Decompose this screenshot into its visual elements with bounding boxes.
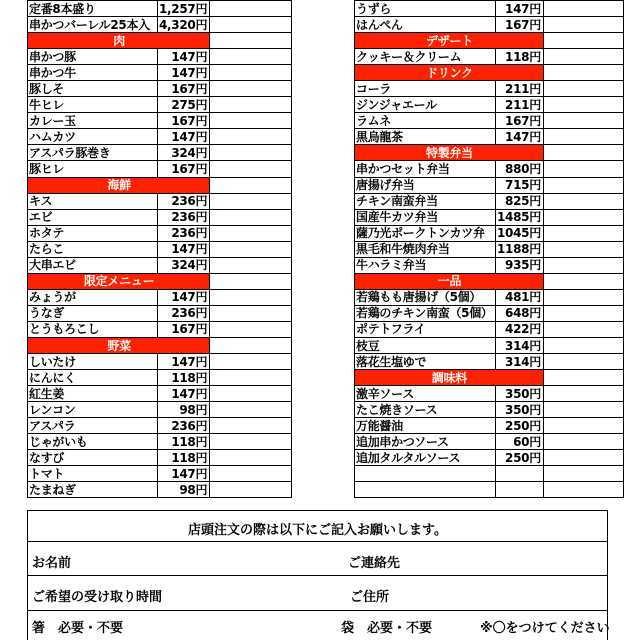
empty-cell — [496, 466, 544, 482]
menu-item-row — [355, 321, 624, 337]
item-name: 枝豆 — [355, 337, 496, 353]
category-label: 海鮮 — [28, 177, 210, 193]
order-form — [27, 510, 608, 640]
quantity-cell — [543, 209, 623, 225]
quantity-cell — [543, 354, 623, 370]
item-name: 落花生塩ゆで — [355, 354, 496, 370]
item-name: エビ — [28, 209, 158, 225]
item-price: 118円 — [158, 450, 210, 466]
category-header-row — [28, 177, 292, 193]
item-price: 314円 — [496, 337, 544, 353]
quantity-cell — [210, 418, 292, 434]
menu-item-row — [28, 257, 292, 273]
item-name: コーラ — [355, 81, 496, 97]
menu-item-row — [28, 17, 292, 33]
quantity-cell — [543, 129, 623, 145]
item-name: 串かつセット弁当 — [355, 161, 496, 177]
item-price: 167円 — [158, 81, 210, 97]
menu-item-row — [28, 129, 292, 145]
form-title: 店頭注文の際は以下にご記入お願いします。 — [188, 523, 447, 538]
item-name: たらこ — [28, 241, 158, 257]
quantity-cell — [210, 33, 292, 49]
quantity-cell — [210, 225, 292, 241]
menu-item-row — [28, 289, 292, 305]
item-price: 118円 — [158, 370, 210, 386]
menu-item-row — [28, 418, 292, 434]
quantity-cell — [210, 321, 292, 337]
item-name: ハムカツ — [28, 129, 158, 145]
quantity-cell — [543, 81, 623, 97]
item-price: 481円 — [496, 289, 544, 305]
item-price: 715円 — [496, 177, 544, 193]
quantity-cell — [210, 370, 292, 386]
menu-item-row — [355, 434, 624, 450]
item-price: 147円 — [158, 241, 210, 257]
menu-item-row — [355, 241, 624, 257]
item-name: カレー玉 — [28, 113, 158, 129]
menu-item-row — [28, 65, 292, 81]
quantity-cell — [543, 418, 623, 434]
menu-item-row — [355, 17, 624, 33]
pickup-time-label: ご希望の受け取り時間 — [32, 590, 163, 605]
quantity-cell — [210, 289, 292, 305]
category-label: 特製弁当 — [355, 145, 544, 161]
quantity-cell — [210, 113, 292, 129]
menu-item-row — [28, 305, 292, 321]
menu-item-row — [28, 450, 292, 466]
quantity-cell — [210, 209, 292, 225]
menu-item-row — [28, 49, 292, 65]
menu-item-row — [355, 289, 624, 305]
menu-item-row — [355, 354, 624, 370]
empty-cell — [543, 482, 623, 498]
quantity-cell — [210, 482, 292, 498]
item-price: 118円 — [496, 49, 544, 65]
item-price: 98円 — [158, 402, 210, 418]
menu-item-row — [28, 113, 292, 129]
item-name: とうもろこし — [28, 321, 158, 337]
item-price: 147円 — [158, 289, 210, 305]
menu-item-row — [28, 354, 292, 370]
form-row-options — [28, 611, 610, 641]
menu-item-row — [355, 129, 624, 145]
name-field-label: お名前 — [32, 556, 72, 571]
item-name: みょうが — [28, 289, 158, 305]
quantity-cell — [543, 33, 623, 49]
quantity-cell — [210, 241, 292, 257]
menu-item-row — [355, 386, 624, 402]
quantity-cell — [210, 65, 292, 81]
item-name: チキン南蛮弁当 — [355, 193, 496, 209]
item-name: たまねぎ — [28, 482, 158, 498]
item-price: 935円 — [496, 257, 544, 273]
item-price: 167円 — [158, 113, 210, 129]
item-price: 350円 — [496, 402, 544, 418]
menu-item-row — [355, 305, 624, 321]
item-price: 98円 — [158, 482, 210, 498]
item-price: 167円 — [158, 161, 210, 177]
item-price: 880円 — [496, 161, 544, 177]
item-name: クッキー＆クリーム — [355, 49, 496, 65]
quantity-cell — [210, 337, 292, 353]
quantity-cell — [543, 305, 623, 321]
item-name: アスパラ — [28, 418, 158, 434]
item-name: 若鶏のチキン南蛮（5個） — [355, 305, 496, 321]
circle-note: ※〇をつけてください — [480, 621, 610, 636]
item-name: 定番8本盛り — [28, 1, 158, 17]
form-row-name-contact — [28, 542, 607, 576]
quantity-cell — [210, 49, 292, 65]
menu-item-row — [28, 97, 292, 113]
menu-item-row — [28, 193, 292, 209]
item-price: 147円 — [496, 1, 544, 17]
item-name: 激辛ソース — [355, 386, 496, 402]
item-price: 118円 — [158, 434, 210, 450]
quantity-cell — [543, 1, 623, 17]
left-menu-column — [27, 0, 292, 498]
form-title-row — [28, 511, 607, 542]
item-price: 1485円 — [496, 209, 544, 225]
item-name: 黒烏龍茶 — [355, 129, 496, 145]
quantity-cell — [543, 65, 623, 81]
menu-item-row — [28, 386, 292, 402]
menu-item-row — [355, 337, 624, 353]
quantity-cell — [210, 97, 292, 113]
item-name: 串かつバーレル25本入 — [28, 17, 158, 33]
quantity-cell — [210, 129, 292, 145]
item-price: 147円 — [158, 129, 210, 145]
item-name: じゃがいも — [28, 434, 158, 450]
menu-item-row — [28, 370, 292, 386]
item-name: 国産牛カツ弁当 — [355, 209, 496, 225]
left-menu-table — [27, 0, 292, 498]
quantity-cell — [543, 241, 623, 257]
menu-item-row — [355, 402, 624, 418]
item-price: 236円 — [158, 225, 210, 241]
item-name: 豚しそ — [28, 81, 158, 97]
menu-item-row — [355, 113, 624, 129]
quantity-cell — [210, 273, 292, 289]
item-name: たこ焼きソース — [355, 402, 496, 418]
quantity-cell — [543, 337, 623, 353]
category-header-row — [28, 33, 292, 49]
menu-item-row — [355, 193, 624, 209]
category-header-row — [355, 273, 624, 289]
item-name: 唐揚げ弁当 — [355, 177, 496, 193]
quantity-cell — [543, 97, 623, 113]
menu-item-row — [28, 145, 292, 161]
quantity-cell — [210, 386, 292, 402]
right-menu-table — [354, 0, 624, 498]
menu-item-row — [355, 161, 624, 177]
item-price: 236円 — [158, 193, 210, 209]
item-price: 167円 — [496, 113, 544, 129]
menu-item-row — [28, 1, 292, 17]
category-label: 一品 — [355, 273, 544, 289]
category-label: ドリンク — [355, 65, 544, 81]
menu-item-row — [355, 1, 624, 17]
menu-item-row — [355, 97, 624, 113]
item-price: 236円 — [158, 209, 210, 225]
item-price: 4,320円 — [158, 17, 210, 33]
address-field-label: ご住所 — [350, 590, 390, 605]
contact-field-label: ご連絡先 — [348, 556, 401, 571]
menu-item-row — [28, 466, 292, 482]
quantity-cell — [543, 145, 623, 161]
quantity-cell — [210, 17, 292, 33]
item-name: ジンジャエール — [355, 97, 496, 113]
menu-item-row — [28, 321, 292, 337]
quantity-cell — [210, 305, 292, 321]
item-price: 324円 — [158, 257, 210, 273]
item-name: キス — [28, 193, 158, 209]
item-name: しいたけ — [28, 354, 158, 370]
menu-item-row — [355, 209, 624, 225]
quantity-cell — [543, 49, 623, 65]
menu-item-row — [355, 225, 624, 241]
category-label: 調味料 — [355, 370, 544, 386]
item-price: 147円 — [158, 466, 210, 482]
item-price: 147円 — [158, 65, 210, 81]
item-name: ポテトフライ — [355, 321, 496, 337]
menu-item-row — [355, 418, 624, 434]
item-name: 万能醤油 — [355, 418, 496, 434]
menu-item-row — [28, 81, 292, 97]
item-price: 422円 — [496, 321, 544, 337]
item-price: 1,257円 — [158, 1, 210, 17]
item-name: 串かつ豚 — [28, 49, 158, 65]
quantity-cell — [543, 193, 623, 209]
item-name: ホタテ — [28, 225, 158, 241]
item-price: 236円 — [158, 418, 210, 434]
bag-option: 袋 必要・不要 — [341, 621, 433, 636]
quantity-cell — [543, 434, 623, 450]
item-name: 大串エビ — [28, 257, 158, 273]
item-name: 牛ハラミ弁当 — [355, 257, 496, 273]
category-header-row — [28, 273, 292, 289]
menu-item-row — [28, 241, 292, 257]
category-header-row — [28, 337, 292, 353]
empty-row — [355, 466, 624, 482]
item-price: 1045円 — [496, 225, 544, 241]
item-price: 350円 — [496, 386, 544, 402]
category-label: 野菜 — [28, 337, 210, 353]
quantity-cell — [210, 466, 292, 482]
item-name: 黒毛和牛焼肉弁当 — [355, 241, 496, 257]
item-price: 314円 — [496, 354, 544, 370]
menu-item-row — [28, 225, 292, 241]
quantity-cell — [210, 257, 292, 273]
item-price: 167円 — [496, 17, 544, 33]
menu-item-row — [28, 402, 292, 418]
quantity-cell — [543, 113, 623, 129]
item-name: レンコン — [28, 402, 158, 418]
empty-cell — [496, 482, 544, 498]
item-name: にんにく — [28, 370, 158, 386]
quantity-cell — [210, 177, 292, 193]
quantity-cell — [543, 402, 623, 418]
item-name: はんぺん — [355, 17, 496, 33]
item-name: 追加タルタルソース — [355, 450, 496, 466]
item-name: うずら — [355, 1, 496, 17]
quantity-cell — [210, 450, 292, 466]
menu-item-row — [28, 482, 292, 498]
item-price: 60円 — [496, 434, 544, 450]
menu-item-row — [355, 81, 624, 97]
item-name: 薩乃光ポークトンカツ弁 — [355, 225, 496, 241]
item-price: 147円 — [496, 129, 544, 145]
category-label: 限定メニュー — [28, 273, 210, 289]
quantity-cell — [543, 450, 623, 466]
item-price: 211円 — [496, 97, 544, 113]
item-name: ラムネ — [355, 113, 496, 129]
category-label: 肉 — [28, 33, 210, 49]
quantity-cell — [543, 273, 623, 289]
quantity-cell — [543, 161, 623, 177]
quantity-cell — [210, 402, 292, 418]
category-header-row — [355, 33, 624, 49]
item-name: 紅生姜 — [28, 386, 158, 402]
empty-cell — [355, 482, 496, 498]
category-label: デザート — [355, 33, 544, 49]
item-name: アスパラ豚巻き — [28, 145, 158, 161]
item-name: 若鶏もも唐揚げ（5個） — [355, 289, 496, 305]
quantity-cell — [210, 434, 292, 450]
menu-item-row — [355, 450, 624, 466]
item-price: 324円 — [158, 145, 210, 161]
item-price: 648円 — [496, 305, 544, 321]
right-menu-column — [354, 0, 624, 498]
quantity-cell — [543, 225, 623, 241]
quantity-cell — [210, 161, 292, 177]
item-name: トマト — [28, 466, 158, 482]
item-name: なすび — [28, 450, 158, 466]
empty-cell — [543, 466, 623, 482]
quantity-cell — [210, 145, 292, 161]
menu-item-row — [355, 49, 624, 65]
category-header-row — [355, 370, 624, 386]
item-price: 147円 — [158, 386, 210, 402]
menu-item-row — [28, 209, 292, 225]
quantity-cell — [543, 321, 623, 337]
item-price: 236円 — [158, 305, 210, 321]
menu-item-row — [355, 177, 624, 193]
quantity-cell — [543, 370, 623, 386]
item-price: 250円 — [496, 418, 544, 434]
quantity-cell — [210, 193, 292, 209]
quantity-cell — [210, 354, 292, 370]
quantity-cell — [543, 257, 623, 273]
item-name: うなぎ — [28, 305, 158, 321]
item-price: 275円 — [158, 97, 210, 113]
category-header-row — [355, 145, 624, 161]
item-price: 211円 — [496, 81, 544, 97]
item-name: 追加串かつソース — [355, 434, 496, 450]
quantity-cell — [543, 386, 623, 402]
quantity-cell — [210, 1, 292, 17]
item-price: 250円 — [496, 450, 544, 466]
item-price: 825円 — [496, 193, 544, 209]
menu-item-row — [28, 434, 292, 450]
item-name: 豚ヒレ — [28, 161, 158, 177]
empty-row — [355, 482, 624, 498]
menu-item-row — [28, 161, 292, 177]
item-price: 1188円 — [496, 241, 544, 257]
form-row-time-address — [28, 576, 607, 611]
quantity-cell — [543, 177, 623, 193]
item-name: 串かつ牛 — [28, 65, 158, 81]
category-header-row — [355, 65, 624, 81]
item-price: 147円 — [158, 49, 210, 65]
item-price: 167円 — [158, 321, 210, 337]
quantity-cell — [543, 289, 623, 305]
item-name: 牛ヒレ — [28, 97, 158, 113]
quantity-cell — [543, 17, 623, 33]
menu-item-row — [355, 257, 624, 273]
empty-cell — [355, 466, 496, 482]
chopsticks-option: 箸 必要・不要 — [32, 621, 124, 636]
item-price: 147円 — [158, 354, 210, 370]
quantity-cell — [210, 81, 292, 97]
